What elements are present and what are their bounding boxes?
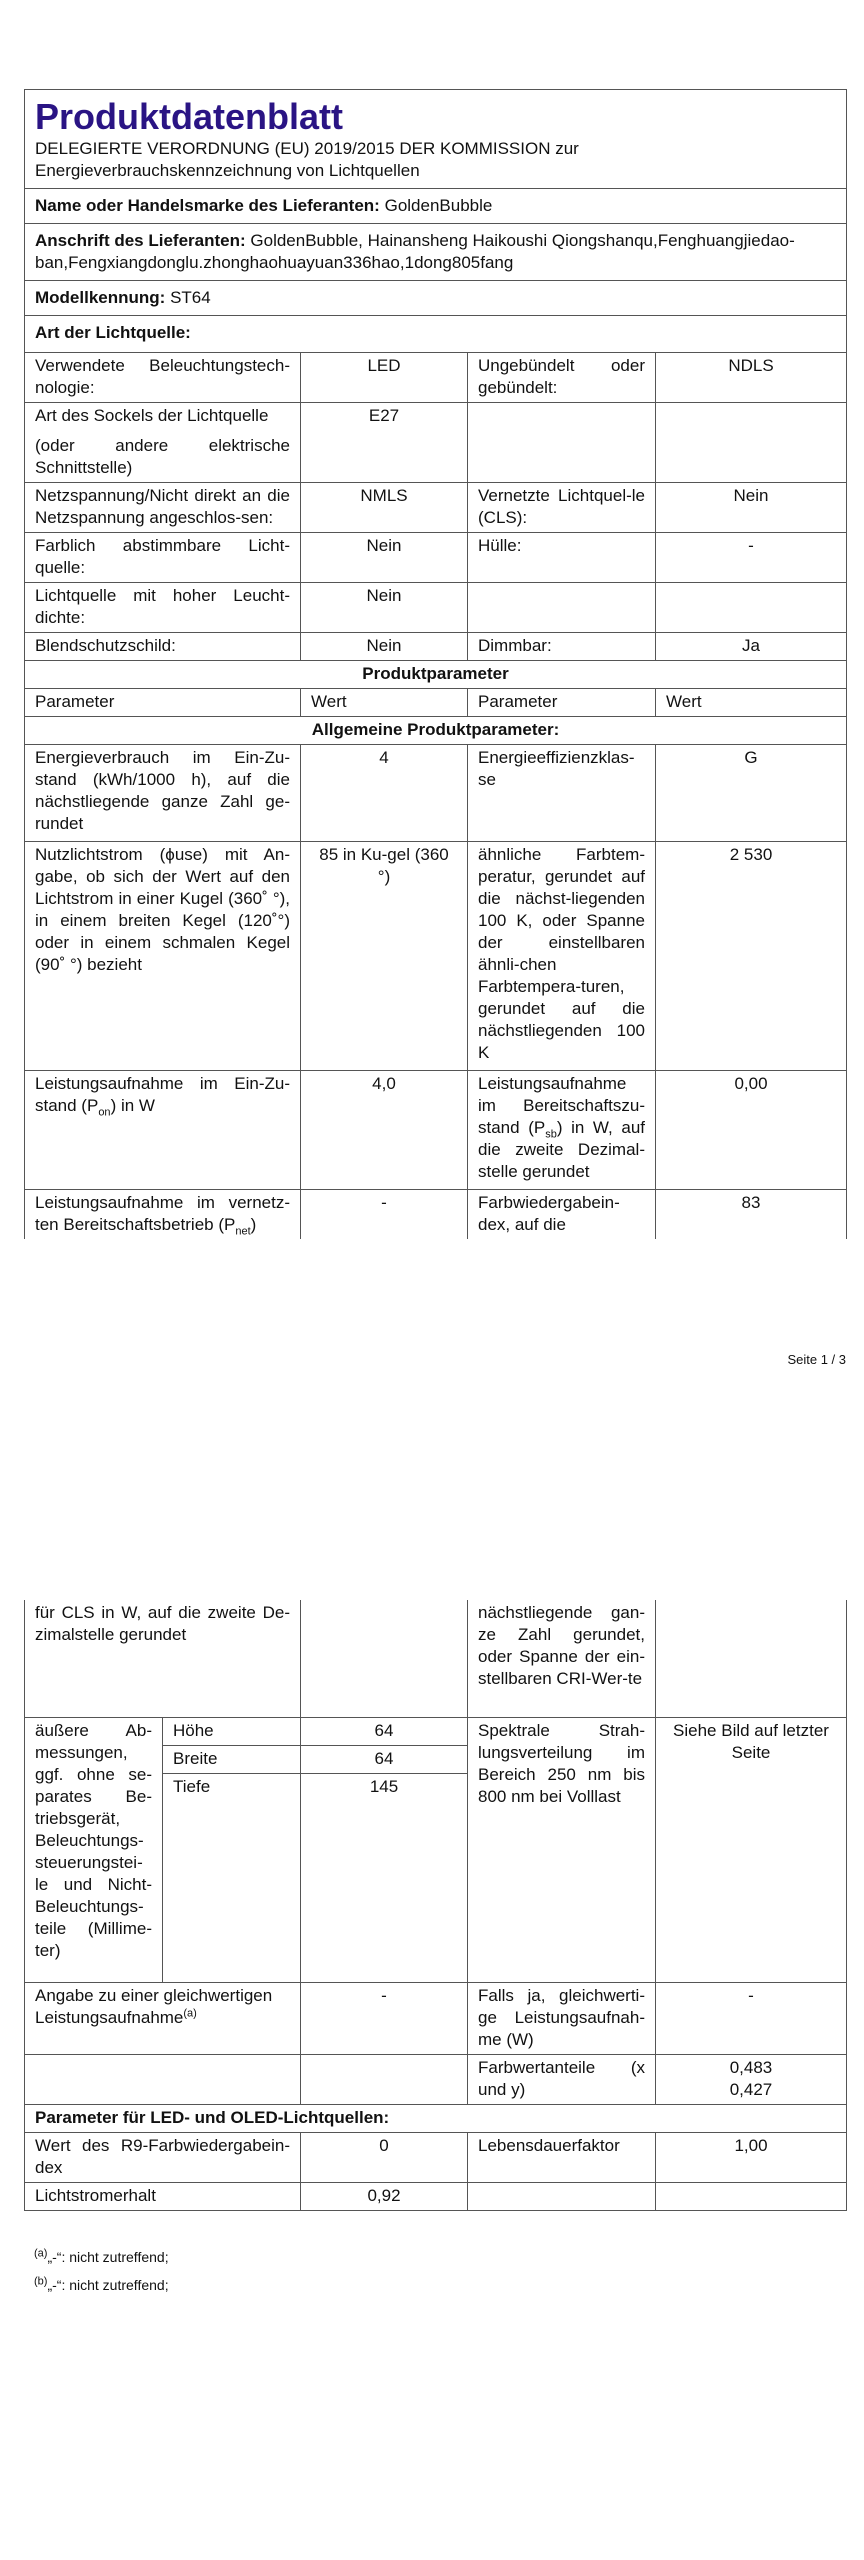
cct-label: ähnliche Farbtem-peratur, gerundet auf die nächst-liegenden 100 K, oder Spanne der einstellbaren ähnli-chen Farbtempera-turen, gerundet auf die nächstliegenden 100 K <box>468 842 656 1071</box>
tech-label: Verwendete Beleuchtungstech-nologie: <box>25 353 301 403</box>
empty-cell <box>656 1600 847 1718</box>
table-row <box>25 745 847 842</box>
empty-cell <box>163 1801 301 1983</box>
dimmable-label: Dimmbar: <box>468 633 656 661</box>
survival-factor-value: 1,00 <box>656 2133 847 2183</box>
table-row <box>25 1600 847 1718</box>
footnote-b <box>34 2276 169 2294</box>
pon-subscript: on <box>98 1106 111 1119</box>
title-row <box>25 90 847 189</box>
height-label: Höhe <box>163 1718 301 1746</box>
footnote-b-text: „-“: nicht zutreffend; <box>47 2277 169 2293</box>
column-header-row <box>25 689 847 717</box>
equivalent-label: Angabe zu einer gleichwertigen Leistungsaufnahme <box>35 1986 273 2027</box>
cri-label: Farbwiedergabein-dex, auf die <box>468 1190 656 1240</box>
empty-cell <box>656 403 847 483</box>
survival-factor-label: Lebensdauerfaktor <box>468 2133 656 2183</box>
pon-value: 4,0 <box>301 1071 468 1190</box>
table-row <box>25 353 847 403</box>
height-value: 64 <box>301 1718 468 1746</box>
pon-label-end: ) in W <box>110 1096 155 1115</box>
cls-label: Vernetzte Lichtquel-le (CLS): <box>468 483 656 533</box>
supplier-address-value: GoldenBubble, Hainansheng Haikoushi Qiongshanqu,Fenghuangjiedao-ban,Fengxiangdonglu.zhonghaohuayuan336hao,1dong805fang <box>35 231 795 272</box>
equivalent-if-value: - <box>656 1983 847 2055</box>
equivalent-if-label: Falls ja, gleichwerti-ge Leistungsaufnah-me (W) <box>468 1983 656 2055</box>
supplier-name-label: Name oder Handelsmarke des Lieferanten: <box>35 196 380 215</box>
cct-value: 2 530 <box>656 842 847 1071</box>
color-tunable-value: Nein <box>301 533 468 583</box>
r9-label: Wert des R9-Farbwiedergabein-dex <box>25 2133 301 2183</box>
col-param-header: Parameter <box>468 689 656 717</box>
high-luminance-label: Lichtquelle mit hoher Leucht-dichte: <box>25 583 301 633</box>
envelope-value: - <box>656 533 847 583</box>
width-label: Breite <box>163 1746 301 1774</box>
eff-class-value: G <box>656 745 847 842</box>
footnote-a-text: „-“: nicht zutreffend; <box>47 2249 169 2265</box>
width-value: 64 <box>301 1746 468 1774</box>
empty-cell <box>468 2183 656 2211</box>
product-params-heading-row <box>25 661 847 689</box>
spectral-value: Siehe Bild auf letzter Seite <box>656 1718 847 1983</box>
empty-cell <box>301 1801 468 1983</box>
high-luminance-value: Nein <box>301 583 468 633</box>
regulation-line-2: Energieverbrauchskennzeichnung von Lichtquellen <box>35 161 420 180</box>
general-params-heading-row <box>25 717 847 745</box>
empty-cell <box>656 583 847 633</box>
datasheet-table-page-2 <box>24 1600 847 2211</box>
empty-cell <box>656 2183 847 2211</box>
flux-label: Nutzlichtstrom (ϕuse) mit An-gabe, ob sich der Wert auf den Lichtstrom in einer Kugel (360˚ °), in einem breiten Kegel (120˚°) oder in einem schmalen Kegel (90˚ °) bezieht <box>25 842 301 1071</box>
general-params-heading: Allgemeine Produktparameter: <box>25 717 847 745</box>
table-row <box>25 483 847 533</box>
empty-cell <box>468 583 656 633</box>
pnet-label: Leistungsaufnahme im vernetz-ten Bereitschaftsbetrieb (P <box>35 1193 290 1234</box>
empty-cell <box>25 2055 301 2105</box>
supplier-address-row <box>25 224 847 281</box>
dimmable-value: Ja <box>656 633 847 661</box>
supplier-address-label: Anschrift des Lieferanten: <box>35 231 246 250</box>
table-row <box>25 633 847 661</box>
table-row <box>25 1071 847 1190</box>
tech-value: LED <box>301 353 468 403</box>
flux-value: 85 in Ku-gel (360 °) <box>301 842 468 1071</box>
depth-value: 145 <box>301 1774 468 1802</box>
pon-label: Leistungsaufnahme im Ein-Zu-stand (P <box>35 1074 290 1115</box>
page-title: Produktdatenblatt <box>35 96 344 137</box>
datasheet-table-page-1 <box>24 89 847 1239</box>
lumen-maintenance-label: Lichtstromerhalt <box>25 2183 301 2211</box>
col-value-header: Wert <box>301 689 468 717</box>
light-source-type-heading: Art der Lichtquelle: <box>25 316 847 353</box>
mains-label: Netzspannung/Nicht direkt an die Netzspannung angeschlos-sen: <box>25 483 301 533</box>
color-tunable-label: Farblich abstimmbare Licht-quelle: <box>25 533 301 583</box>
model-label: Modellkennung: <box>35 288 166 307</box>
psb-label: Leistungsaufnahme im Bereitschaftszu-stand (P <box>478 1074 645 1137</box>
pnet-subscript: net <box>235 1225 251 1238</box>
cls-value: Nein <box>656 483 847 533</box>
equivalent-value: - <box>301 1983 468 2055</box>
psb-label-end: ) in W, auf die zweite Dezimal-stelle gerundet <box>478 1118 646 1181</box>
product-params-heading: Produktparameter <box>25 661 847 689</box>
socket-label-1: Art des Sockels der Lichtquelle <box>35 406 269 425</box>
table-row <box>25 403 847 483</box>
footnote-a-mark: (a) <box>34 2247 48 2260</box>
empty-cell <box>301 1600 468 1718</box>
bundled-label: Ungebündelt oder gebündelt: <box>468 353 656 403</box>
mains-value: NMLS <box>301 483 468 533</box>
depth-label: Tiefe <box>163 1774 301 1802</box>
table-row <box>25 2133 847 2183</box>
table-row <box>25 2055 847 2105</box>
energy-value: 4 <box>301 745 468 842</box>
table-row <box>25 533 847 583</box>
table-row <box>25 842 847 1071</box>
page-number: Seite 1 / 3 <box>787 1352 846 1367</box>
col-param-header: Parameter <box>25 689 301 717</box>
empty-cell <box>301 2055 468 2105</box>
led-params-heading: Parameter für LED- und OLED-Lichtquellen: <box>25 2105 847 2133</box>
envelope-label: Hülle: <box>468 533 656 583</box>
pnet-value: - <box>301 1190 468 1240</box>
eff-class-label: Energieeffizienzklas-se <box>468 745 656 842</box>
dimensions-label: äußere Ab-messungen, ggf. ohne se-parates Be-triebsgerät, Beleuchtungs-steuerungstei-le und Nicht-Beleuchtungs-teile (Millime-ter) <box>25 1718 163 1983</box>
bundled-value: NDLS <box>656 353 847 403</box>
socket-value: E27 <box>301 403 468 483</box>
model-value: ST64 <box>170 288 211 307</box>
model-row <box>25 281 847 316</box>
lumen-maintenance-value: 0,92 <box>301 2183 468 2211</box>
table-row <box>25 1718 847 1746</box>
led-heading-row <box>25 2105 847 2133</box>
datasheet-page-2 <box>0 1380 864 2560</box>
table-row <box>25 1190 847 1240</box>
pnet-label-continued: für CLS in W, auf die zweite De-zimalstelle gerundet <box>25 1600 301 1718</box>
table-row <box>25 2183 847 2211</box>
psb-subscript: sb <box>545 1128 557 1141</box>
empty-cell <box>468 403 656 483</box>
table-row <box>25 583 847 633</box>
light-source-type-heading-row <box>25 316 847 353</box>
cri-value: 83 <box>656 1190 847 1240</box>
glare-label: Blendschutzschild: <box>25 633 301 661</box>
footnote-b-mark: (b) <box>34 2275 48 2288</box>
psb-value: 0,00 <box>656 1071 847 1190</box>
regulation-line-1: DELEGIERTE VERORDNUNG (EU) 2019/2015 DER KOMMISSION zur <box>35 139 579 158</box>
chromaticity-label: Farbwertanteile (x und y) <box>468 2055 656 2105</box>
r9-value: 0 <box>301 2133 468 2183</box>
chromaticity-y: 0,427 <box>729 2080 773 2099</box>
spectral-label: Spektrale Strah-lungsverteilung im Bereich 250 nm bis 800 nm bei Volllast <box>468 1718 656 1983</box>
pnet-label-end: ) <box>250 1215 257 1234</box>
supplier-name-row <box>25 189 847 224</box>
energy-label: Energieverbrauch im Ein-Zu-stand (kWh/1000 h), auf die nächstliegende ganze Zahl ge-rundet <box>25 745 301 842</box>
equivalent-footnote-mark: (a) <box>183 2007 197 2020</box>
cri-label-continued: nächstliegende gan-ze Zahl gerundet, oder Spanne der ein-stellbaren CRI-Wer-te <box>468 1600 656 1718</box>
chromaticity-x: 0,483 <box>729 2058 773 2077</box>
supplier-name-value: GoldenBubble <box>384 196 493 215</box>
table-row <box>25 1983 847 2055</box>
socket-label-2: (oder andere elektrische Schnittstelle) <box>35 436 290 477</box>
footnote-a <box>34 2248 169 2266</box>
col-value-header: Wert <box>656 689 847 717</box>
glare-value: Nein <box>301 633 468 661</box>
